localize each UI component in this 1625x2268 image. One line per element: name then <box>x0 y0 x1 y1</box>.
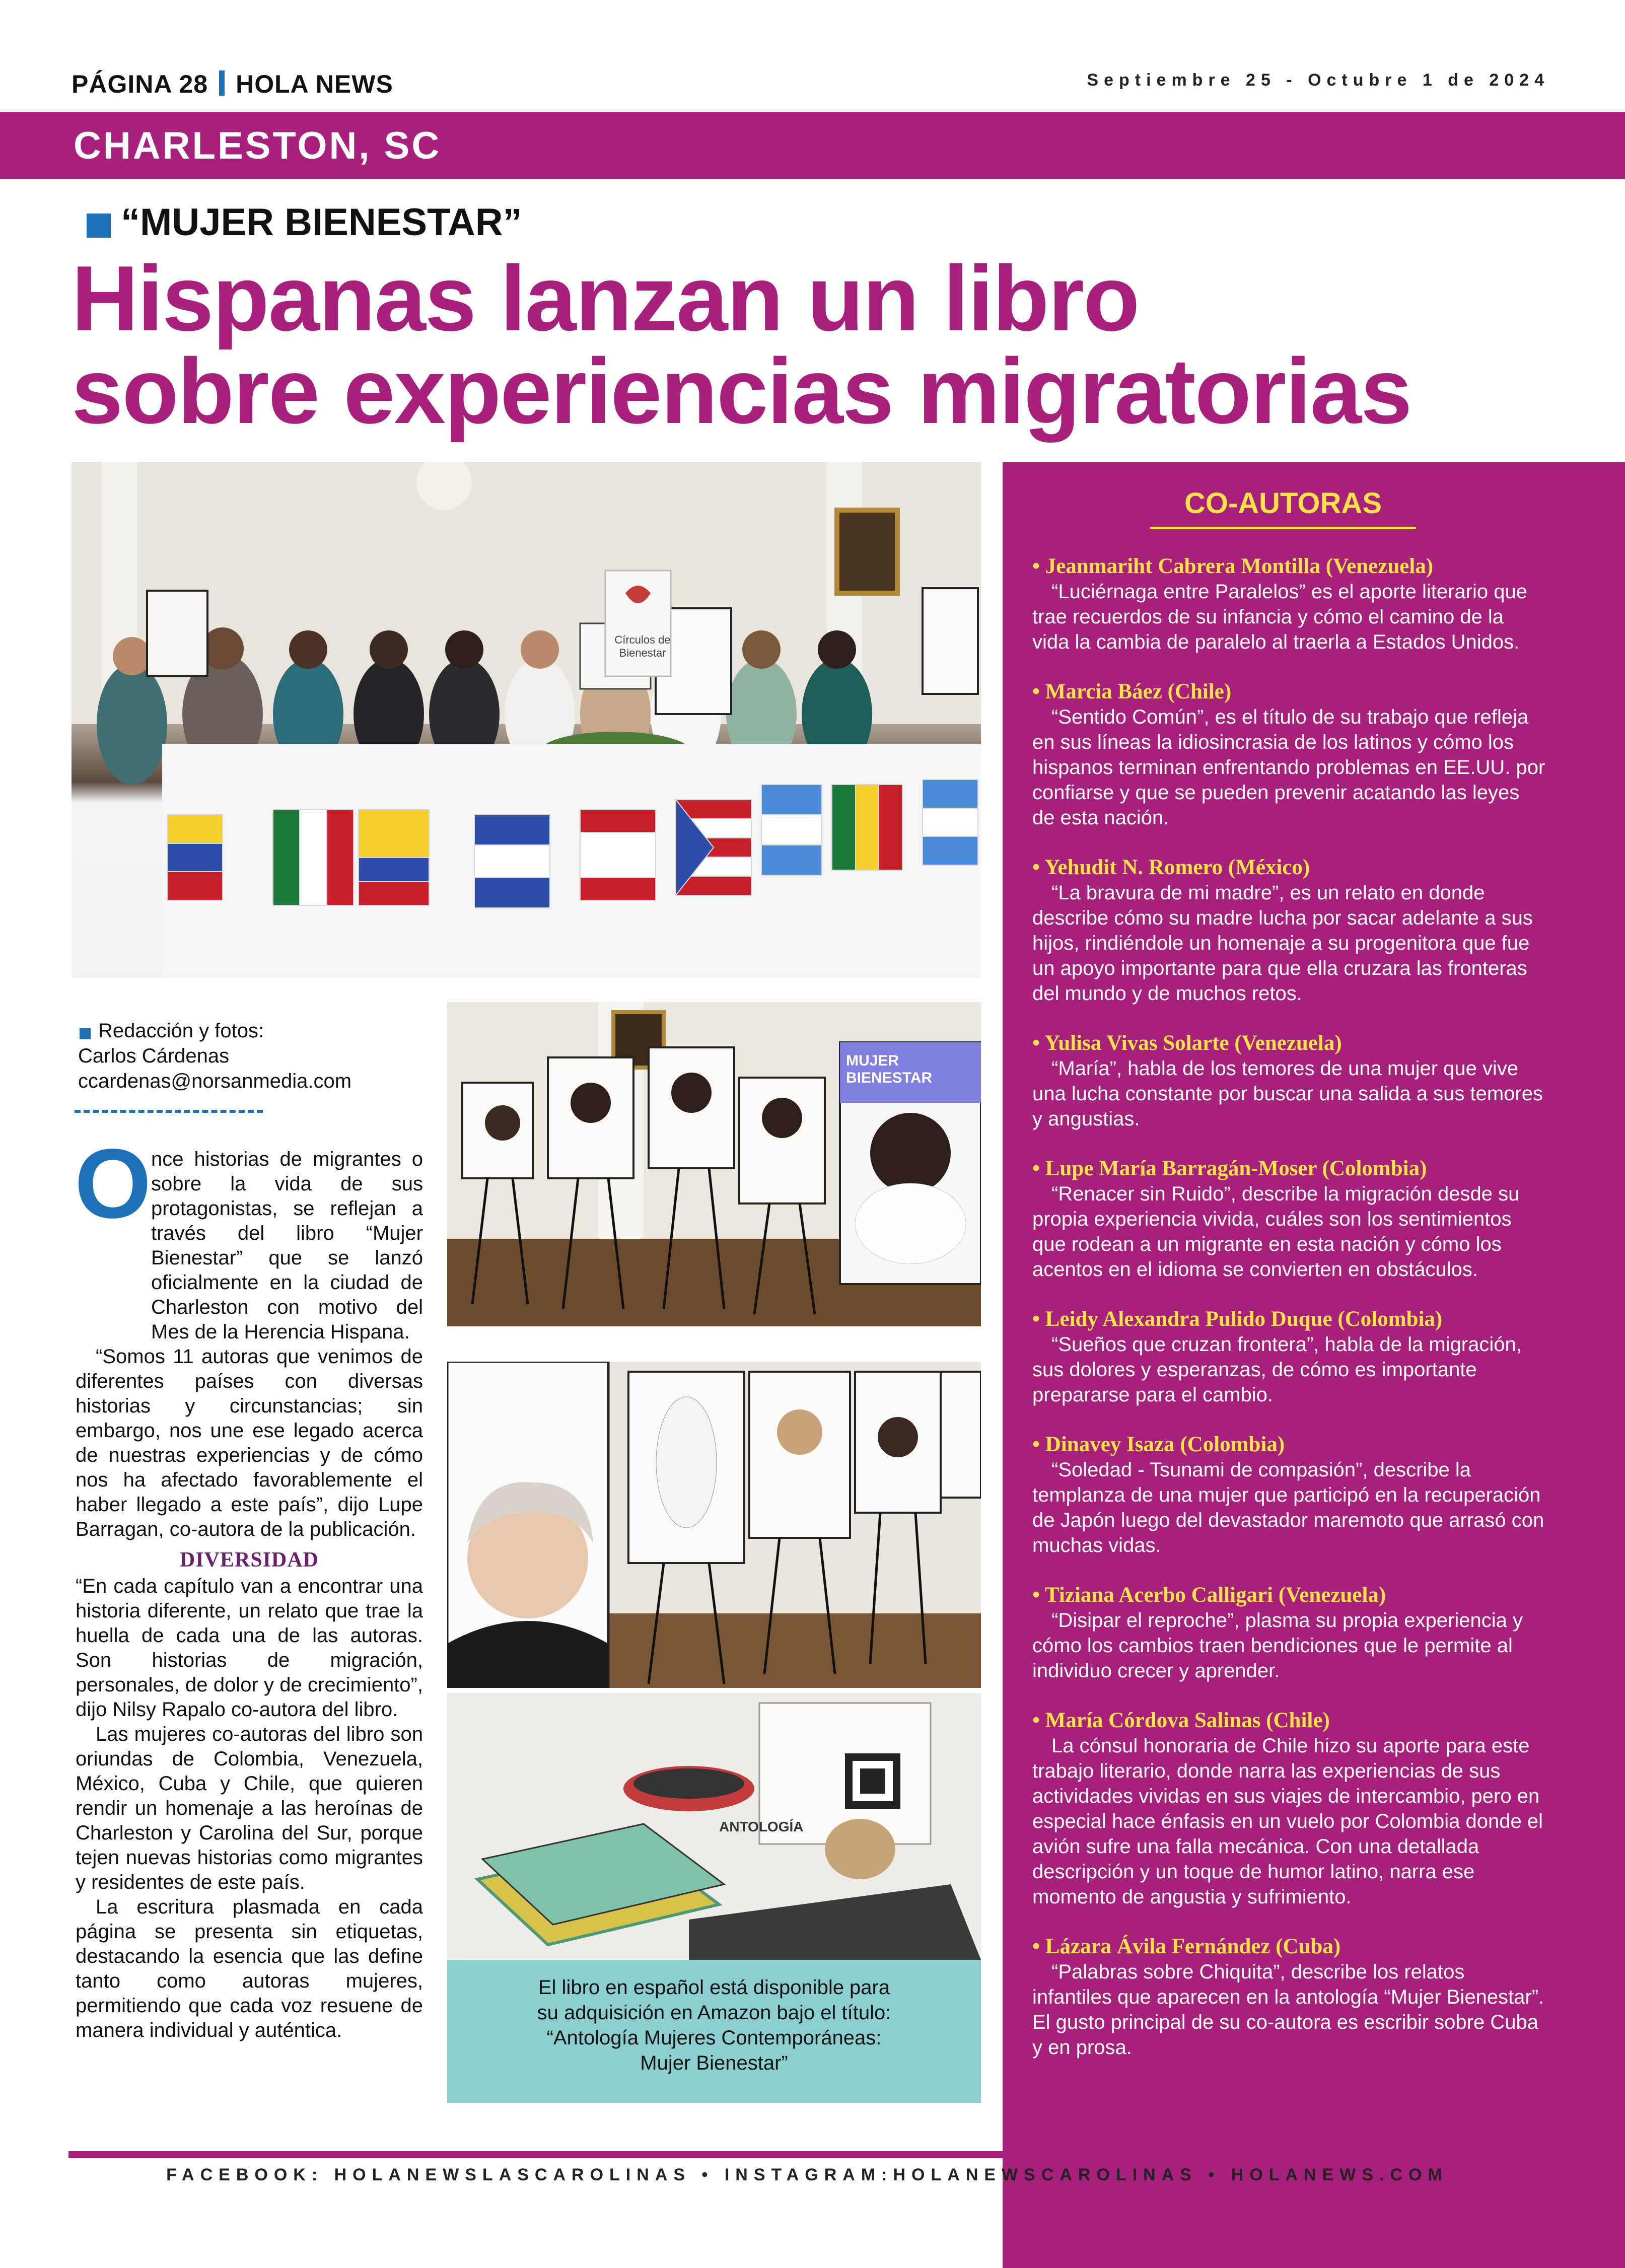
coauthor-entry <box>1032 1031 1546 1131</box>
poster-brand: MUJER BIENESTAR <box>846 1052 933 1086</box>
coauthor-entry <box>1032 679 1546 830</box>
caption-line-3: “Antología Mujeres Contemporáneas: <box>546 2027 882 2049</box>
coauthor-entry <box>1032 855 1546 1006</box>
coauthor-description: “Sueños que cruzan frontera”, habla de la migración, sus dolores y esperanzas, de cómo es importante prepararse para el cambio. <box>1032 1333 1522 1406</box>
photo-book-launch-panel <box>72 462 981 978</box>
paragraph-4: Las mujeres co-autoras del libro son oriundas de Colombia, Venezuela, México, Cuba y Chile, que quieren rendir un homenaje a las heroínas de Charleston y Carolina del Sur, porque tejen nuevas historias como migrantes y residentes de este país. <box>76 1723 423 1893</box>
panel-scene <box>72 462 981 978</box>
books-scene <box>447 1693 981 1960</box>
coauthor-description: “Palabras sobre Chiquita”, describe los relatos infantiles que aparecen en la antología “Mujer Bienestar”. El gusto principal de su co-autora es escribir sobre Cuba y en prosa. <box>1032 1961 1544 2059</box>
coauthor-name: • Tiziana Acerbo Calligari (Venezuela) <box>1032 1583 1386 1607</box>
subhead-diversidad: DIVERSIDAD <box>179 1548 319 1572</box>
page-number: PÁGINA 28 <box>72 70 208 98</box>
books-title: ANTOLOGÍA <box>719 1819 804 1834</box>
sign-line-2: Bienestar <box>619 647 666 659</box>
sidebar-title: CO-AUTORAS <box>1184 487 1382 520</box>
coauthor-description: “Disipar el reproche”, plasma su propia experiencia y cómo los cambios traen bendiciones que le permite al individuo crecer y aprender. <box>1032 1609 1523 1682</box>
circulos-sign <box>612 633 673 660</box>
coauthor-name: • Lupe María Barragán-Moser (Colombia) <box>1032 1157 1427 1180</box>
drop-cap: O <box>75 1128 152 1239</box>
coauthor-name: • Yulisa Vivas Solarte (Venezuela) <box>1032 1031 1342 1055</box>
article-kicker: “MUJER BIENESTAR” <box>121 201 522 244</box>
coauthor-name: • Yehudit N. Romero (México) <box>1032 856 1310 879</box>
header-divider <box>219 70 225 96</box>
coauthor-description: “Luciérnaga entre Paralelos” es el aporte literario que trae recuerdos de su infancia y cómo el camino de la vida la cambia de paralelo al traerla a Estados Unidos. <box>1032 581 1527 653</box>
coauthor-name: • Jeanmariht Cabrera Montilla (Venezuela) <box>1032 554 1434 578</box>
coauthors-list <box>1032 554 1546 2085</box>
coauthor-entry <box>1032 1307 1546 1407</box>
coauthor-name: • Lázara Ávila Fernández (Cuba) <box>1032 1935 1341 1958</box>
coauthor-entry <box>1032 554 1546 655</box>
byline-label: Redacción y fotos: <box>98 1020 264 1042</box>
coauthor-name: • Leidy Alexandra Pulido Duque (Colombia) <box>1032 1307 1443 1331</box>
photo-portrait-poster <box>447 1362 981 1688</box>
caption-line-1: El libro en español está disponible para <box>538 1976 890 1999</box>
coauthor-description: La cónsul honoraria de Chile hizo su aporte para este trabajo literario, donde narra las experiencias de sus actividades vividas en sus viajes de intercambio, pero en especial hace énfasis en un vuelo por Colombia donde el avión sufre una falla mecánica. Con una detallada descripción y un toque de humor latino, narra ese momento de angustia y sufrimiento. <box>1032 1735 1543 1908</box>
coauthor-name: • Dinavey Isaza (Colombia) <box>1032 1433 1285 1456</box>
posters-scene <box>447 1002 981 1326</box>
coauthor-entry <box>1032 1156 1546 1282</box>
footer-social-links: FACEBOOK: HOLANEWSLASCAROLINAS • INSTAGRAM:HOLANEWSCAROLINAS • HOLANEWS.COM <box>166 2165 1448 2184</box>
article-body-top <box>76 1147 423 1542</box>
issue-date: Septiembre 25 - Octubre 1 de 2024 <box>1087 70 1549 90</box>
byline-divider <box>75 1110 263 1113</box>
paragraph-5: La escritura plasmada en cada página se presenta sin etiquetas, destacando la esencia que las define tanto como autoras mujeres, permitiendo que cada voz resuene de manera individual y auténtica. <box>76 1896 423 2041</box>
page-header <box>72 69 393 99</box>
portrait-scene <box>447 1362 981 1688</box>
photo-books-table <box>447 1693 981 1960</box>
headline-line-1: Hispanas lanzan un libro <box>72 246 1139 350</box>
paragraph-1: nce historias de migrantes o sobre la vida de sus protagonistas, se reflejan a través del libro “Mujer Bienestar” que se lanzó oficialmente en la ciudad de Charleston con motivo del Mes de la Herencia Hispana. <box>151 1148 423 1343</box>
byline <box>78 1018 431 1094</box>
coauthor-description: “María”, habla de los temores de una mujer que vive una lucha constante por buscar una salida a sus temores y angustias. <box>1032 1057 1543 1130</box>
sign-line-1: Círculos de <box>614 633 671 646</box>
coauthor-name: • María Córdova Salinas (Chile) <box>1032 1709 1330 1732</box>
coauthor-description: “La bravura de mi madre”, es un relato en donde describe cómo su madre lucha por sacar adelante a sus hijos, rindiéndole un homenaje a su progenitora que fue un apoyo importante para que ella cruzara las fronteras del mundo y de muchos retos. <box>1032 882 1533 1005</box>
article-body-bottom <box>76 1574 423 2043</box>
headline-line-2: sobre experiencias migratorias <box>72 339 1411 443</box>
photo-caption <box>447 1975 981 2076</box>
byline-name: Carlos Cárdenas <box>78 1045 230 1067</box>
coauthor-entry <box>1032 1583 1546 1683</box>
publication-name: HOLA NEWS <box>236 70 393 98</box>
caption-line-2: su adquisición en Amazon bajo el título: <box>537 2002 891 2024</box>
coauthor-entry <box>1032 1432 1546 1558</box>
coauthor-description: “Soledad - Tsunami de compasión”, describe la templanza de una mujer que participó en la recuperación de Japón luego del devastador maremoto que arrasó con muchas vidas. <box>1032 1459 1544 1556</box>
coauthor-description: “Renacer sin Ruido”, describe la migración desde su propia experiencia vivida, cuáles son los sentimientos que rodean a un migrante en esta nación y cómo los acentos en el idioma se convierten en obstáculos. <box>1032 1183 1520 1281</box>
article-headline <box>72 246 1582 443</box>
section-name: CHARLESTON, SC <box>74 124 442 167</box>
paragraph-2: “Somos 11 autoras que venimos de diferentes países con diversas historias y circunstancias; sin embargo, nos une ese legado acerca de nuestras experiencias y de cómo nos ha afectado favorablemente el haber llegado a este país”, dijo Lupe Barragan, co-autora de la publicación. <box>76 1345 423 1540</box>
paragraph-3: “En cada capítulo van a encontrar una historia diferente, un relato que trae la huella de cada una de las autoras. Son historias de migración, personales, de dolor y de crecimiento”, dijo Nilsy Rapalo co-autora del libro. <box>76 1575 423 1721</box>
caption-line-4: Mujer Bienestar” <box>640 2052 788 2074</box>
photo-author-posters <box>447 1002 981 1326</box>
kicker-square-icon <box>87 214 111 238</box>
footer-rule <box>68 2151 1546 2158</box>
coauthor-name: • Marcia Báez (Chile) <box>1032 680 1232 703</box>
coauthor-entry <box>1032 1708 1546 1909</box>
sidebar-title-underline <box>1150 527 1416 529</box>
coauthor-entry <box>1032 1934 1546 2060</box>
byline-email[interactable]: ccardenas@norsanmedia.com <box>78 1070 352 1092</box>
coauthor-description: “Sentido Común”, es el título de su trabajo que refleja en sus líneas la idiosincrasia de los latinos y cómo los hispanos terminan enfrentando problemas en EE.UU. por confiarse y que se pueden prevenir acatando las leyes de esta nación. <box>1032 706 1545 829</box>
